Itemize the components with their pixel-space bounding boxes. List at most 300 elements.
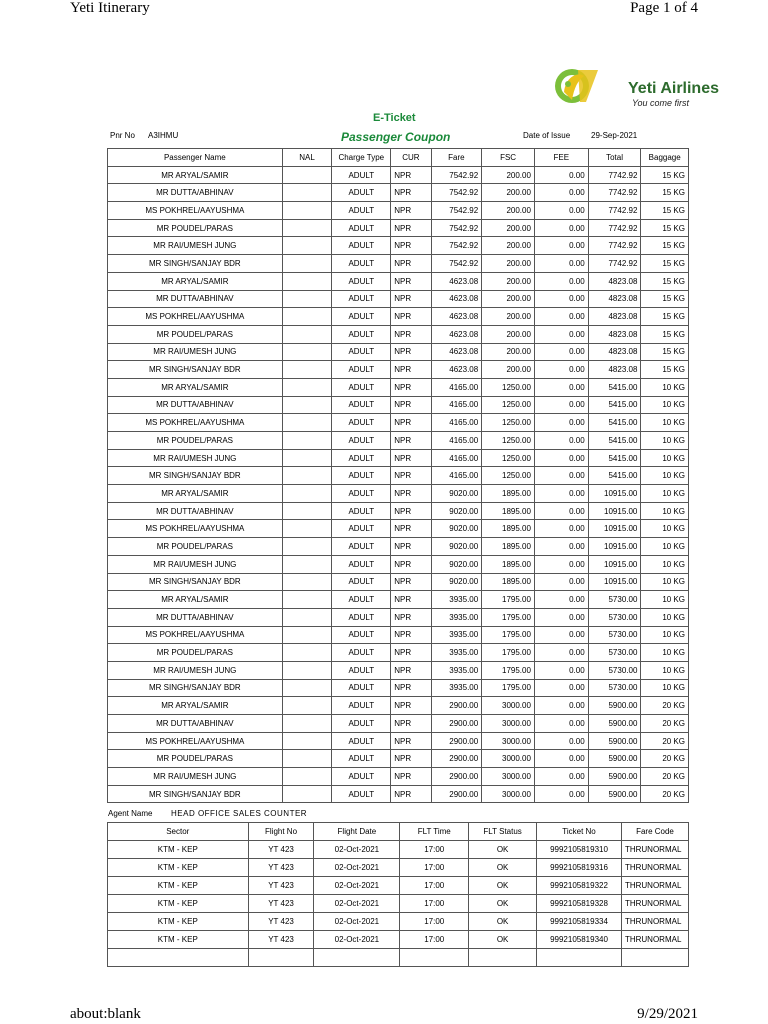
column-header: Total <box>588 149 641 167</box>
table-cell: 4823.08 <box>588 290 641 308</box>
table-cell: NPR <box>391 555 431 573</box>
table-cell: 1250.00 <box>482 378 535 396</box>
table-cell: 10915.00 <box>588 502 641 520</box>
table-cell: 0.00 <box>534 343 588 361</box>
table-cell: 02-Oct-2021 <box>314 931 400 949</box>
table-cell: 4823.08 <box>588 343 641 361</box>
table-cell: 20 KG <box>641 732 689 750</box>
table-cell: MR DUTTA/ABHINAV <box>108 608 283 626</box>
table-row <box>108 255 689 273</box>
table-cell: 10915.00 <box>588 538 641 556</box>
table-cell: NPR <box>391 679 431 697</box>
table-cell: 5415.00 <box>588 378 641 396</box>
table-cell: 15 KG <box>641 290 689 308</box>
table-cell: 9020.00 <box>431 555 482 573</box>
table-row <box>108 343 689 361</box>
table-cell: MR DUTTA/ABHINAV <box>108 502 283 520</box>
table-cell <box>282 449 332 467</box>
table-cell: NPR <box>391 467 431 485</box>
table-cell: ADULT <box>332 290 391 308</box>
table-cell: 9020.00 <box>431 485 482 503</box>
table-cell: 9992105819340 <box>537 931 622 949</box>
table-cell: NPR <box>391 768 431 786</box>
table-cell: 0.00 <box>534 732 588 750</box>
table-cell: NPR <box>391 626 431 644</box>
table-cell <box>282 325 332 343</box>
brand-name: Yeti Airlines <box>628 80 719 97</box>
table-cell: NPR <box>391 538 431 556</box>
table-cell: KTM - KEP <box>108 859 249 877</box>
table-cell: 9992105819316 <box>537 859 622 877</box>
table-cell <box>282 219 332 237</box>
table-cell: 0.00 <box>534 219 588 237</box>
table-cell: ADULT <box>332 608 391 626</box>
passenger-fare-table <box>107 148 689 803</box>
table-cell: 5730.00 <box>588 661 641 679</box>
table-cell: MR RAI/UMESH JUNG <box>108 661 283 679</box>
table-cell: ADULT <box>332 325 391 343</box>
table-cell: 0.00 <box>534 272 588 290</box>
table-cell: 4623.08 <box>431 343 482 361</box>
table-cell: 4623.08 <box>431 361 482 379</box>
table-cell: 9992105819310 <box>537 841 622 859</box>
table-cell: ADULT <box>332 361 391 379</box>
table-cell: NPR <box>391 361 431 379</box>
table-cell <box>282 750 332 768</box>
table-cell: 0.00 <box>534 661 588 679</box>
table-cell: ADULT <box>332 785 391 803</box>
table-cell <box>282 679 332 697</box>
table-row <box>108 555 689 573</box>
table-cell: NPR <box>391 272 431 290</box>
table-row <box>108 219 689 237</box>
table-cell: ADULT <box>332 520 391 538</box>
table-cell: NPR <box>391 502 431 520</box>
table-cell: 10 KG <box>641 661 689 679</box>
table-cell: 17:00 <box>400 841 469 859</box>
table-cell: NPR <box>391 750 431 768</box>
agent-name-value: HEAD OFFICE SALES COUNTER <box>171 809 308 818</box>
table-cell: 4623.08 <box>431 272 482 290</box>
table-cell: 20 KG <box>641 715 689 733</box>
table-cell: 1250.00 <box>482 396 535 414</box>
table-cell: 3935.00 <box>431 626 482 644</box>
passenger-coupon-heading: Passenger Coupon <box>341 130 451 144</box>
table-cell <box>282 538 332 556</box>
table-cell: NPR <box>391 414 431 432</box>
table-cell: 0.00 <box>534 361 588 379</box>
table-cell: ADULT <box>332 219 391 237</box>
table-cell: NPR <box>391 732 431 750</box>
brand-tagline: You come first <box>632 98 690 108</box>
table-cell: 10 KG <box>641 644 689 662</box>
table-cell: 1895.00 <box>482 573 535 591</box>
table-cell: MR POUDEL/PARAS <box>108 538 283 556</box>
table-row <box>108 272 689 290</box>
table-cell: 10915.00 <box>588 573 641 591</box>
table-cell: 4165.00 <box>431 396 482 414</box>
table-cell <box>282 608 332 626</box>
table-cell: MR POUDEL/PARAS <box>108 644 283 662</box>
table-cell: MR SINGH/SANJAY BDR <box>108 467 283 485</box>
table-row <box>108 841 689 859</box>
table-cell: 1250.00 <box>482 449 535 467</box>
pnr-label: Pnr No <box>110 131 135 140</box>
table-cell: 2900.00 <box>431 715 482 733</box>
table-cell: 1895.00 <box>482 555 535 573</box>
table-cell: 10 KG <box>641 608 689 626</box>
table-cell: MS POKHREL/AAYUSHMA <box>108 626 283 644</box>
table-cell: NPR <box>391 697 431 715</box>
table-cell: 9992105819322 <box>537 877 622 895</box>
table-cell <box>282 166 332 184</box>
table-cell: 02-Oct-2021 <box>314 859 400 877</box>
table-cell: ADULT <box>332 184 391 202</box>
table-cell: 10 KG <box>641 555 689 573</box>
table-cell: 1895.00 <box>482 538 535 556</box>
table-cell: NPR <box>391 325 431 343</box>
table-cell: NPR <box>391 449 431 467</box>
table-cell: 5730.00 <box>588 626 641 644</box>
table-cell: 17:00 <box>400 931 469 949</box>
table-cell: 9992105819334 <box>537 913 622 931</box>
table-cell: 10 KG <box>641 396 689 414</box>
table-cell: KTM - KEP <box>108 895 249 913</box>
table-cell: THRUNORMAL <box>621 895 688 913</box>
table-cell: YT 423 <box>248 841 314 859</box>
table-cell: NPR <box>391 715 431 733</box>
table-cell: 7742.92 <box>588 255 641 273</box>
table-cell: 1250.00 <box>482 467 535 485</box>
table-cell: 5730.00 <box>588 679 641 697</box>
table-cell: 0.00 <box>534 502 588 520</box>
table-row <box>108 859 689 877</box>
table-cell: 10915.00 <box>588 555 641 573</box>
table-cell: YT 423 <box>248 877 314 895</box>
table-cell: 0.00 <box>534 166 588 184</box>
print-footer-url: about:blank <box>70 1006 141 1022</box>
table-row <box>108 414 689 432</box>
table-cell: 200.00 <box>482 308 535 326</box>
column-header: Sector <box>108 823 249 841</box>
table-cell: NPR <box>391 290 431 308</box>
table-cell: ADULT <box>332 750 391 768</box>
table-cell <box>282 432 332 450</box>
table-cell: NPR <box>391 378 431 396</box>
table-cell: ADULT <box>332 732 391 750</box>
table-cell <box>282 555 332 573</box>
table-cell: 4823.08 <box>588 325 641 343</box>
table-cell: ADULT <box>332 166 391 184</box>
table-cell <box>282 661 332 679</box>
table-cell: 3000.00 <box>482 697 535 715</box>
table-row <box>108 949 689 967</box>
table-cell: 7742.92 <box>588 166 641 184</box>
table-row <box>108 325 689 343</box>
table-cell: NPR <box>391 237 431 255</box>
table-cell <box>282 626 332 644</box>
table-cell: 10 KG <box>641 414 689 432</box>
table-cell: 1895.00 <box>482 502 535 520</box>
column-header: FEE <box>534 149 588 167</box>
table-row <box>108 202 689 220</box>
table-cell: 0.00 <box>534 750 588 768</box>
table-cell: MR ARYAL/SAMIR <box>108 166 283 184</box>
table-cell <box>108 949 249 967</box>
table-cell: 10 KG <box>641 626 689 644</box>
table-cell: 5415.00 <box>588 467 641 485</box>
table-cell: NPR <box>391 520 431 538</box>
table-cell: 5730.00 <box>588 591 641 609</box>
table-cell: 0.00 <box>534 768 588 786</box>
table-row <box>108 715 689 733</box>
table-cell: NPR <box>391 661 431 679</box>
table-cell: 200.00 <box>482 237 535 255</box>
table-cell: 15 KG <box>641 166 689 184</box>
agent-name-label: Agent Name <box>108 809 153 818</box>
table-cell: 200.00 <box>482 272 535 290</box>
table-cell: NPR <box>391 608 431 626</box>
table-cell: 20 KG <box>641 785 689 803</box>
table-cell: 3000.00 <box>482 732 535 750</box>
column-header: Fare <box>431 149 482 167</box>
table-cell: 15 KG <box>641 237 689 255</box>
column-header: CUR <box>391 149 431 167</box>
table-cell: 3935.00 <box>431 591 482 609</box>
table-cell: THRUNORMAL <box>621 877 688 895</box>
table-cell: ADULT <box>332 343 391 361</box>
print-header-title: Yeti Itinerary <box>70 0 150 16</box>
table-cell: 200.00 <box>482 202 535 220</box>
table-cell: 3935.00 <box>431 608 482 626</box>
table-cell: 200.00 <box>482 361 535 379</box>
table-cell: 4165.00 <box>431 467 482 485</box>
table-row <box>108 679 689 697</box>
table-cell: 02-Oct-2021 <box>314 841 400 859</box>
table-cell: NPR <box>391 219 431 237</box>
table-cell: 0.00 <box>534 715 588 733</box>
table-cell: ADULT <box>332 396 391 414</box>
table-cell: YT 423 <box>248 895 314 913</box>
table-cell: OK <box>469 913 537 931</box>
table-cell: 1795.00 <box>482 679 535 697</box>
table-cell: 10 KG <box>641 502 689 520</box>
table-cell <box>282 644 332 662</box>
table-cell: 4623.08 <box>431 325 482 343</box>
table-cell: 4823.08 <box>588 272 641 290</box>
table-cell: 3000.00 <box>482 715 535 733</box>
table-cell: 9020.00 <box>431 538 482 556</box>
table-cell: ADULT <box>332 308 391 326</box>
table-cell: MR SINGH/SANJAY BDR <box>108 255 283 273</box>
table-cell: 10 KG <box>641 485 689 503</box>
date-of-issue-label: Date of Issue <box>523 131 571 140</box>
table-cell: 0.00 <box>534 520 588 538</box>
table-cell: 5900.00 <box>588 715 641 733</box>
table-cell: THRUNORMAL <box>621 931 688 949</box>
table-cell: 3935.00 <box>431 644 482 662</box>
table-cell: 0.00 <box>534 255 588 273</box>
table-cell <box>282 361 332 379</box>
table-cell: MR DUTTA/ABHINAV <box>108 290 283 308</box>
table-cell: 10 KG <box>641 679 689 697</box>
table-row <box>108 931 689 949</box>
table-cell: NPR <box>391 396 431 414</box>
table-cell: 4823.08 <box>588 308 641 326</box>
table-cell: THRUNORMAL <box>621 859 688 877</box>
table-cell: ADULT <box>332 237 391 255</box>
table-cell: 4165.00 <box>431 432 482 450</box>
table-cell: MR DUTTA/ABHINAV <box>108 184 283 202</box>
table-cell: 10 KG <box>641 378 689 396</box>
column-header: Passenger Name <box>108 149 283 167</box>
table-cell: 5900.00 <box>588 785 641 803</box>
table-cell <box>400 949 469 967</box>
table-cell <box>282 255 332 273</box>
table-cell <box>282 237 332 255</box>
table-cell: OK <box>469 895 537 913</box>
table-cell: NPR <box>391 591 431 609</box>
table-cell <box>282 520 332 538</box>
table-cell: 200.00 <box>482 255 535 273</box>
table-cell: 4165.00 <box>431 414 482 432</box>
table-cell: NPR <box>391 255 431 273</box>
table-cell: KTM - KEP <box>108 913 249 931</box>
table-cell: 1795.00 <box>482 661 535 679</box>
table-cell: NPR <box>391 308 431 326</box>
table-cell: 15 KG <box>641 255 689 273</box>
table-cell: 15 KG <box>641 325 689 343</box>
table-cell: ADULT <box>332 414 391 432</box>
table-cell <box>282 768 332 786</box>
table-cell <box>537 949 622 967</box>
table-cell <box>282 485 332 503</box>
table-cell <box>314 949 400 967</box>
table-row <box>108 237 689 255</box>
table-cell <box>282 396 332 414</box>
table-row <box>108 591 689 609</box>
table-cell: 5900.00 <box>588 732 641 750</box>
table-cell <box>282 591 332 609</box>
table-row <box>108 184 689 202</box>
table-cell: 1895.00 <box>482 485 535 503</box>
table-row <box>108 308 689 326</box>
table-row <box>108 485 689 503</box>
table-cell <box>282 785 332 803</box>
eticket-heading: E-Ticket <box>373 112 416 124</box>
table-cell: 2900.00 <box>431 732 482 750</box>
table-row <box>108 644 689 662</box>
table-cell: 15 KG <box>641 184 689 202</box>
column-header: Ticket No <box>537 823 622 841</box>
table-cell: 0.00 <box>534 184 588 202</box>
table-cell: 0.00 <box>534 325 588 343</box>
table-cell: ADULT <box>332 591 391 609</box>
table-row <box>108 432 689 450</box>
table-row <box>108 785 689 803</box>
table-cell: 4165.00 <box>431 378 482 396</box>
table-cell: MR SINGH/SANJAY BDR <box>108 573 283 591</box>
table-cell: ADULT <box>332 467 391 485</box>
table-cell: 0.00 <box>534 591 588 609</box>
table-cell: 5415.00 <box>588 414 641 432</box>
table-cell: 200.00 <box>482 184 535 202</box>
table-cell: YT 423 <box>248 859 314 877</box>
table-cell: 0.00 <box>534 785 588 803</box>
table-cell: MR DUTTA/ABHINAV <box>108 396 283 414</box>
table-cell: 5415.00 <box>588 396 641 414</box>
table-header-row <box>108 149 689 167</box>
table-cell: 0.00 <box>534 555 588 573</box>
table-row <box>108 538 689 556</box>
table-cell <box>282 697 332 715</box>
table-cell: ADULT <box>332 697 391 715</box>
table-cell <box>282 184 332 202</box>
table-cell: 0.00 <box>534 467 588 485</box>
table-cell: 1250.00 <box>482 432 535 450</box>
table-row <box>108 913 689 931</box>
table-cell: MR POUDEL/PARAS <box>108 750 283 768</box>
table-cell: MS POKHREL/AAYUSHMA <box>108 414 283 432</box>
table-cell <box>248 949 314 967</box>
table-row <box>108 361 689 379</box>
table-cell: ADULT <box>332 272 391 290</box>
table-row <box>108 661 689 679</box>
table-cell: OK <box>469 877 537 895</box>
table-cell: NPR <box>391 432 431 450</box>
table-row <box>108 697 689 715</box>
column-header: Flight Date <box>314 823 400 841</box>
table-cell: 20 KG <box>641 768 689 786</box>
table-cell: 1795.00 <box>482 644 535 662</box>
table-row <box>108 732 689 750</box>
column-header: FLT Time <box>400 823 469 841</box>
table-cell <box>621 949 688 967</box>
column-header: FLT Status <box>469 823 537 841</box>
table-cell <box>469 949 537 967</box>
table-cell: 2900.00 <box>431 750 482 768</box>
table-cell: 7742.92 <box>588 202 641 220</box>
table-cell: ADULT <box>332 378 391 396</box>
table-row <box>108 502 689 520</box>
table-cell: 4623.08 <box>431 308 482 326</box>
table-cell: ADULT <box>332 715 391 733</box>
table-cell: MR ARYAL/SAMIR <box>108 272 283 290</box>
table-cell: ADULT <box>332 644 391 662</box>
column-header: Charge Type <box>332 149 391 167</box>
table-cell: 0.00 <box>534 644 588 662</box>
table-cell: 200.00 <box>482 290 535 308</box>
table-row <box>108 895 689 913</box>
table-cell: ADULT <box>332 661 391 679</box>
table-cell: MR ARYAL/SAMIR <box>108 591 283 609</box>
table-cell <box>282 272 332 290</box>
table-cell: 0.00 <box>534 237 588 255</box>
table-cell: MR POUDEL/PARAS <box>108 325 283 343</box>
table-cell: 02-Oct-2021 <box>314 895 400 913</box>
table-cell: 1250.00 <box>482 414 535 432</box>
table-row <box>108 378 689 396</box>
table-cell: 0.00 <box>534 290 588 308</box>
table-cell: MR SINGH/SANJAY BDR <box>108 785 283 803</box>
table-cell: NPR <box>391 785 431 803</box>
table-cell: NPR <box>391 573 431 591</box>
table-cell: 1895.00 <box>482 520 535 538</box>
table-cell: MR ARYAL/SAMIR <box>108 378 283 396</box>
table-cell: 200.00 <box>482 166 535 184</box>
table-cell: 0.00 <box>534 396 588 414</box>
table-cell: NPR <box>391 343 431 361</box>
